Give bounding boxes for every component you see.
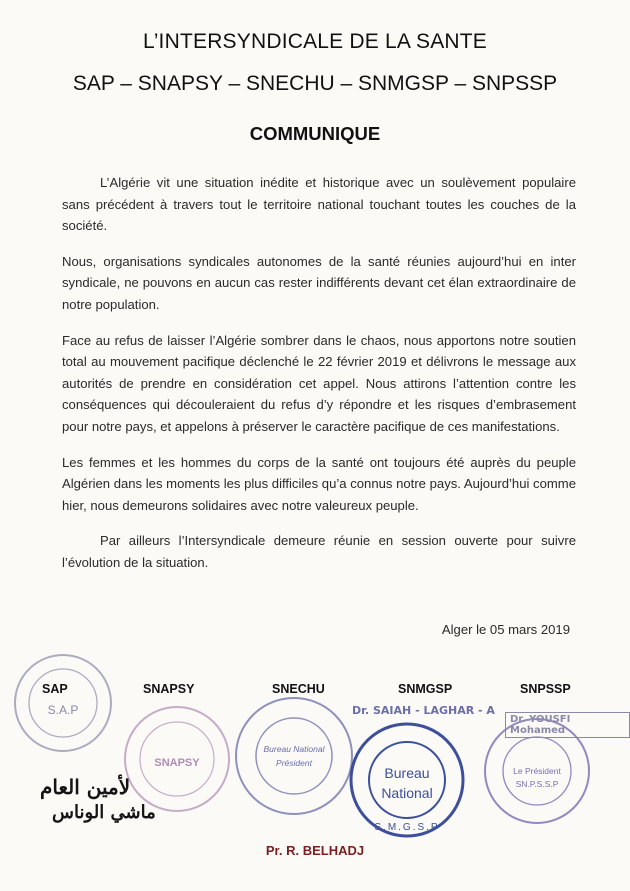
- sap-stamp: [8, 648, 118, 758]
- snmgsp-stamp-text1: Bureau: [384, 765, 430, 781]
- snmgsp-stamp: [345, 718, 470, 843]
- sig-label-snmgsp: SNMGSP: [398, 682, 453, 696]
- communique-body: [62, 172, 576, 588]
- paragraph-2: Nous, organisations syndicales autonomes de la santé réunies aujourd’hui en inter syndicale, ne pouvons en aucun cas rester indifférents devant cet élan extraordinaire de notre population.: [62, 253, 576, 312]
- document-title: COMMUNIQUE: [249, 123, 381, 144]
- header-unions: SAP – SNAPSY – SNECHU – SNMGSP – SNPSSP: [72, 72, 558, 95]
- snmgsp-stamp-text2: National: [381, 785, 433, 801]
- date-line: Alger le 05 mars 2019: [441, 622, 570, 637]
- snapsy-stamp: [118, 700, 236, 818]
- snapsy-stamp-text: SNAPSY: [154, 757, 200, 769]
- sig-label-snpssp: SNPSSP: [520, 682, 571, 696]
- sig-label-snechu: SNECHU: [272, 682, 325, 696]
- snmgsp-handwritten-name: Dr. SAIAH - LAGHAR - A: [352, 704, 495, 717]
- snechu-stamp-text2: Président: [276, 758, 312, 768]
- snechu-stamp: [230, 692, 358, 820]
- snmgsp-stamp-ring: S.M.G.S.P: [374, 822, 440, 833]
- paragraph-5: Par ailleurs l’Intersyndicale demeure réunie en session ouverte pour suivre l’évolution de la situation.: [62, 533, 576, 570]
- sig-label-snapsy: SNAPSY: [143, 682, 195, 696]
- snpssp-stamp-text1: Le Président: [513, 766, 561, 776]
- snechu-stamp-text1: Bureau National: [263, 744, 325, 754]
- arabic-signature-line1: لأمين العام: [40, 775, 131, 799]
- president-name: Pr. R. BELHADJ: [265, 843, 365, 858]
- sig-label-sap: SAP: [42, 682, 68, 696]
- paragraph-1: L’Algérie vit une situation inédite et historique avec un soulèvement populaire sans précédent à travers tout le territoire national touchant toutes les couches de la société.: [62, 175, 576, 234]
- paragraph-4: Les femmes et les hommes du corps de la santé ont toujours été auprès du peuple Algérien dans les moments les plus difficiles qu’a connus notre pays. Aujourd’hui comme hier, nous demeurons solidaires avec notre valeureux peuple.: [62, 454, 576, 513]
- paragraph-3: Face au refus de laisser l’Algérie sombrer dans le chaos, nous apportons notre soutien total au mouvement pacifique déclenché le 22 février 2019 et délivrons le message aux autorités de prendre en considération cet appel. Nous attirons l’attention contre les conséquences qui découleraient du refus d’y répondre et les risques d’embrasement pour notre pays, et appelons à préserver le caractère pacifique de ces manifestations.: [62, 332, 576, 434]
- snpssp-stamp-text2: SN.P.S.S.P: [515, 779, 559, 789]
- snpssp-name-box: Dr. YOUSFI Mohamed: [505, 712, 630, 738]
- header-intersyndicale: L’INTERSYNDICALE DE LA SANTE: [142, 30, 488, 53]
- arabic-signature-line2: ماشي الوناس: [52, 802, 156, 823]
- sap-stamp-text: S.A.P: [47, 703, 79, 717]
